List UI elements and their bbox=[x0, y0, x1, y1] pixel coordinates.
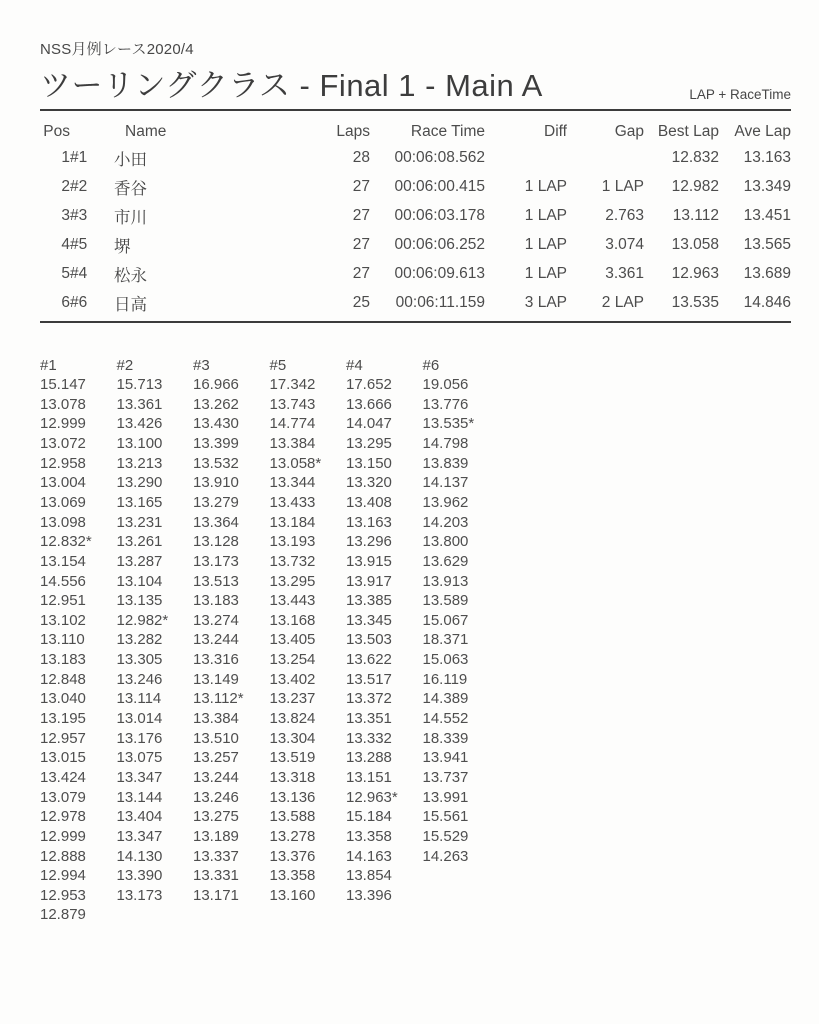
col-header-pos: Pos bbox=[43, 122, 70, 140]
lap-time-cell: 13.295 bbox=[346, 435, 392, 453]
lap-time-cell: 13.589 bbox=[422, 592, 469, 610]
results-cell-best-lap: 13.058 bbox=[671, 235, 719, 253]
results-cell-race-time: 00:06:03.178 bbox=[394, 206, 485, 224]
lap-time-cell: 13.213 bbox=[116, 454, 163, 472]
results-cell-gap: 3.361 bbox=[605, 264, 644, 282]
lap-time-cell: 13.288 bbox=[346, 749, 392, 767]
results-cell-car: #4 bbox=[70, 264, 88, 282]
results-cell-gap: 1 LAP bbox=[601, 177, 644, 195]
lap-column bbox=[117, 356, 194, 926]
lap-time-cell: 13.344 bbox=[269, 474, 316, 492]
results-cell-pos: 4 bbox=[61, 235, 70, 253]
lap-time-cell: 13.275 bbox=[193, 808, 239, 826]
results-cell-gap: 3.074 bbox=[605, 235, 644, 253]
lap-column bbox=[270, 356, 347, 926]
results-cell-name: 小田 bbox=[114, 150, 147, 169]
results-cell-ave-lap: 14.846 bbox=[743, 293, 791, 311]
lap-time-cell: 13.351 bbox=[346, 710, 392, 728]
lap-column-header: #1 bbox=[40, 356, 57, 374]
results-cell-laps: 27 bbox=[352, 264, 370, 282]
results-cell-ave-lap: 13.349 bbox=[743, 177, 791, 195]
lap-time-cell: 13.385 bbox=[346, 592, 392, 610]
lap-time-cell: 13.426 bbox=[116, 415, 163, 433]
lap-time-cell: 13.532 bbox=[193, 454, 239, 472]
lap-time-cell: 13.069 bbox=[40, 493, 86, 511]
lap-time-cell: 15.713 bbox=[116, 376, 163, 394]
lap-time-cell: 13.358 bbox=[269, 867, 316, 885]
lap-time-cell: 13.404 bbox=[116, 808, 163, 826]
lap-time-cell: 13.384 bbox=[269, 435, 316, 453]
lap-time-cell: 13.402 bbox=[269, 670, 316, 688]
lap-time-cell: 13.176 bbox=[116, 729, 163, 747]
lap-time-cell: 13.193 bbox=[269, 533, 316, 551]
lap-time-cell: 13.776 bbox=[422, 395, 469, 413]
lap-time-cell: 13.384 bbox=[193, 710, 239, 728]
lap-time-cell: 12.978 bbox=[40, 808, 86, 826]
results-cell-laps: 28 bbox=[352, 148, 370, 166]
lap-time-cell: 13.295 bbox=[269, 572, 316, 590]
lap-time-cell: 13.430 bbox=[193, 415, 239, 433]
lap-time-cell: 13.622 bbox=[346, 651, 392, 669]
lap-time-cell: 18.339 bbox=[422, 729, 469, 747]
lap-time-cell: 13.364 bbox=[193, 513, 239, 531]
lap-time-cell: 13.737 bbox=[422, 768, 469, 786]
lap-time-cell: 12.832* bbox=[40, 533, 92, 551]
lap-time-cell: 13.171 bbox=[193, 886, 239, 904]
results-cell-best-lap: 12.963 bbox=[671, 264, 719, 282]
results-row bbox=[40, 172, 791, 201]
lap-time-cell: 18.371 bbox=[422, 631, 469, 649]
lap-time-cell: 13.917 bbox=[346, 572, 392, 590]
lap-time-cell: 13.144 bbox=[116, 788, 163, 806]
results-cell-name: 日高 bbox=[114, 295, 147, 314]
results-cell-race-time: 00:06:09.613 bbox=[394, 264, 485, 282]
lap-time-cell: 13.237 bbox=[269, 690, 316, 708]
lap-time-cell: 14.263 bbox=[422, 847, 469, 865]
lap-time-cell: 13.376 bbox=[269, 847, 316, 865]
lap-time-cell: 13.390 bbox=[116, 867, 163, 885]
lap-column-header: #6 bbox=[422, 356, 440, 374]
lap-time-cell: 13.149 bbox=[193, 670, 239, 688]
lap-time-cell: 13.399 bbox=[193, 435, 239, 453]
results-cell-ave-lap: 13.565 bbox=[743, 235, 791, 253]
lap-time-cell: 13.287 bbox=[116, 552, 163, 570]
lap-time-cell: 12.999 bbox=[40, 827, 86, 845]
results-cell-ave-lap: 13.451 bbox=[743, 206, 791, 224]
lap-time-cell: 13.666 bbox=[346, 395, 392, 413]
results-cell-gap: 2 LAP bbox=[601, 293, 644, 311]
lap-time-cell: 17.652 bbox=[346, 376, 392, 394]
results-cell-car: #2 bbox=[70, 177, 88, 195]
lap-time-cell: 13.160 bbox=[269, 886, 316, 904]
lap-time-cell: 13.332 bbox=[346, 729, 392, 747]
lap-time-cell: 14.389 bbox=[422, 690, 469, 708]
results-header-row bbox=[40, 120, 791, 143]
lap-time-cell: 13.331 bbox=[193, 867, 239, 885]
lap-time-cell: 13.629 bbox=[422, 552, 469, 570]
lap-time-cell: 14.130 bbox=[116, 847, 163, 865]
lap-time-cell: 12.888 bbox=[40, 847, 86, 865]
lap-time-cell: 13.941 bbox=[422, 749, 469, 767]
lap-time-cell: 13.345 bbox=[346, 611, 392, 629]
results-cell-car: #1 bbox=[70, 148, 88, 166]
results-cell-diff: 1 LAP bbox=[524, 235, 567, 253]
lap-time-cell: 13.189 bbox=[193, 827, 239, 845]
results-row bbox=[40, 259, 791, 288]
lap-time-cell: 13.244 bbox=[193, 631, 239, 649]
lap-time-cell: 13.854 bbox=[346, 867, 392, 885]
results-cell-race-time: 00:06:00.415 bbox=[394, 177, 485, 195]
lap-time-cell: 13.078 bbox=[40, 395, 86, 413]
lap-time-cell: 13.075 bbox=[116, 749, 163, 767]
col-header-diff: Diff bbox=[544, 122, 567, 140]
lap-time-cell: 12.848 bbox=[40, 670, 86, 688]
lap-time-cell: 13.114 bbox=[116, 690, 162, 708]
lap-time-cell: 13.915 bbox=[346, 552, 392, 570]
lap-time-cell: 13.405 bbox=[269, 631, 316, 649]
lap-time-cell: 17.342 bbox=[269, 376, 316, 394]
col-header-best-lap: Best Lap bbox=[657, 122, 719, 140]
lap-time-cell: 13.168 bbox=[269, 611, 316, 629]
lap-time-cell: 13.290 bbox=[116, 474, 163, 492]
lap-time-cell: 13.408 bbox=[346, 493, 392, 511]
lap-time-cell: 12.957 bbox=[40, 729, 86, 747]
col-header-laps: Laps bbox=[336, 122, 370, 140]
lap-time-cell: 13.014 bbox=[116, 710, 163, 728]
lap-time-cell: 13.261 bbox=[116, 533, 163, 551]
lap-time-cell: 13.015 bbox=[40, 749, 86, 767]
lap-time-cell: 13.262 bbox=[193, 395, 239, 413]
lap-time-cell: 13.519 bbox=[269, 749, 316, 767]
col-header-race-time: Race Time bbox=[410, 122, 485, 140]
lap-time-cell: 13.254 bbox=[269, 651, 316, 669]
event-subtitle: NSS月例レース2020/4 bbox=[40, 41, 194, 58]
results-cell-pos: 2 bbox=[61, 177, 70, 195]
lap-time-cell: 13.278 bbox=[269, 827, 316, 845]
lap-time-cell: 13.102 bbox=[40, 611, 86, 629]
lap-time-cell: 14.556 bbox=[40, 572, 86, 590]
results-cell-gap: 2.763 bbox=[605, 206, 644, 224]
lap-time-cell: 13.079 bbox=[40, 788, 86, 806]
results-cell-best-lap: 13.535 bbox=[671, 293, 719, 311]
lap-time-cell: 13.743 bbox=[269, 395, 316, 413]
lap-time-cell: 13.913 bbox=[422, 572, 469, 590]
results-row bbox=[40, 230, 791, 259]
results-cell-race-time: 00:06:11.159 bbox=[395, 293, 485, 311]
lap-time-cell: 13.004 bbox=[40, 474, 86, 492]
lap-time-cell: 13.358 bbox=[346, 827, 392, 845]
lap-time-cell: 13.183 bbox=[193, 592, 239, 610]
results-cell-pos: 3 bbox=[61, 206, 70, 224]
results-cell-car: #6 bbox=[70, 293, 88, 311]
lap-time-cell: 13.433 bbox=[269, 493, 316, 511]
lap-time-cell: 14.047 bbox=[346, 415, 392, 433]
lap-time-cell: 13.246 bbox=[116, 670, 163, 688]
lap-time-cell: 13.104 bbox=[116, 572, 163, 590]
lap-time-cell: 13.072 bbox=[40, 435, 86, 453]
lap-time-cell: 13.154 bbox=[40, 552, 86, 570]
results-cell-race-time: 00:06:08.562 bbox=[394, 148, 485, 166]
results-cell-laps: 27 bbox=[352, 235, 370, 253]
lap-time-cell: 19.056 bbox=[422, 376, 469, 394]
lap-time-cell: 14.552 bbox=[422, 710, 469, 728]
lap-time-cell: 13.372 bbox=[346, 690, 392, 708]
lap-time-cell: 13.535* bbox=[422, 415, 475, 433]
results-cell-car: #3 bbox=[70, 206, 88, 224]
lap-time-cell: 13.513 bbox=[193, 572, 239, 590]
lap-time-cell: 13.184 bbox=[269, 513, 316, 531]
lap-time-cell: 13.173 bbox=[116, 886, 163, 904]
lap-time-cell: 13.058* bbox=[269, 454, 322, 472]
lap-column bbox=[40, 356, 117, 926]
lap-time-cell: 13.136 bbox=[269, 788, 316, 806]
results-cell-diff: 3 LAP bbox=[524, 293, 567, 311]
lap-time-cell: 13.112* bbox=[193, 690, 244, 708]
lap-time-cell: 12.982* bbox=[116, 611, 169, 629]
results-cell-pos: 6 bbox=[61, 293, 70, 311]
lap-time-cell: 15.067 bbox=[422, 611, 469, 629]
results-cell-race-time: 00:06:06.252 bbox=[394, 235, 485, 253]
lap-time-cell: 13.098 bbox=[40, 513, 86, 531]
results-cell-name: 香谷 bbox=[114, 179, 147, 198]
lap-time-cell: 13.151 bbox=[346, 768, 392, 786]
lap-times-table bbox=[40, 356, 790, 926]
lap-time-cell: 13.165 bbox=[116, 493, 163, 511]
lap-time-cell: 13.396 bbox=[346, 886, 392, 904]
lap-time-cell: 13.347 bbox=[116, 768, 163, 786]
results-row bbox=[40, 201, 791, 230]
lap-time-cell: 13.361 bbox=[116, 395, 163, 413]
results-cell-laps: 27 bbox=[352, 206, 370, 224]
lap-time-cell: 12.994 bbox=[40, 867, 86, 885]
page-title: ツーリングクラス - Final 1 - Main A bbox=[40, 68, 543, 103]
lap-time-cell: 13.732 bbox=[269, 552, 316, 570]
lap-time-cell: 12.999 bbox=[40, 415, 86, 433]
lap-column bbox=[193, 356, 270, 926]
lap-column-header: #2 bbox=[116, 356, 134, 374]
results-cell-diff: 1 LAP bbox=[524, 264, 567, 282]
lap-time-cell: 14.137 bbox=[422, 474, 469, 492]
lap-column-header: #3 bbox=[193, 356, 210, 374]
results-cell-name: 松永 bbox=[114, 266, 147, 285]
results-cell-gap bbox=[567, 143, 644, 172]
lap-time-cell: 12.953 bbox=[40, 886, 86, 904]
col-header-ave-lap: Ave Lap bbox=[734, 122, 791, 140]
lap-time-cell: 13.128 bbox=[193, 533, 239, 551]
lap-time-cell: 13.246 bbox=[193, 788, 239, 806]
results-cell-pos: 1 bbox=[61, 148, 70, 166]
lap-time-cell: 13.282 bbox=[116, 631, 163, 649]
lap-column-header: #5 bbox=[269, 356, 287, 374]
results-cell-car: #5 bbox=[70, 235, 88, 253]
results-cell-pos: 5 bbox=[61, 264, 70, 282]
lap-time-cell: 13.443 bbox=[269, 592, 316, 610]
results-cell-name: 堺 bbox=[114, 237, 131, 256]
lap-time-cell: 13.991 bbox=[422, 788, 469, 806]
lap-time-cell: 14.163 bbox=[346, 847, 392, 865]
lap-time-cell: 15.529 bbox=[422, 827, 469, 845]
lap-time-cell: 12.958 bbox=[40, 454, 86, 472]
lap-column-header: #4 bbox=[346, 356, 363, 374]
lap-time-cell: 13.347 bbox=[116, 827, 163, 845]
lap-time-cell: 13.183 bbox=[40, 651, 86, 669]
lap-time-cell: 15.063 bbox=[422, 651, 469, 669]
results-table bbox=[40, 120, 791, 323]
results-cell-diff bbox=[485, 143, 567, 172]
lap-time-cell: 13.100 bbox=[116, 435, 163, 453]
lap-time-cell: 13.800 bbox=[422, 533, 469, 551]
results-cell-diff: 1 LAP bbox=[524, 177, 567, 195]
lap-time-cell: 16.119 bbox=[422, 670, 468, 688]
lap-time-cell: 14.774 bbox=[269, 415, 316, 433]
lap-time-cell: 12.963* bbox=[346, 788, 398, 806]
results-cell-ave-lap: 13.689 bbox=[743, 264, 791, 282]
lap-time-cell: 12.879 bbox=[40, 906, 86, 924]
lap-time-cell: 13.318 bbox=[269, 768, 316, 786]
lap-time-cell: 13.305 bbox=[116, 651, 163, 669]
lap-time-cell: 14.798 bbox=[422, 435, 469, 453]
lap-time-cell: 14.203 bbox=[422, 513, 469, 531]
lap-time-cell: 13.173 bbox=[193, 552, 239, 570]
lap-time-cell: 13.274 bbox=[193, 611, 239, 629]
lap-time-cell: 13.110 bbox=[40, 631, 85, 649]
lap-time-cell: 13.150 bbox=[346, 454, 392, 472]
lap-time-cell: 15.184 bbox=[346, 808, 392, 826]
results-cell-laps: 25 bbox=[352, 293, 370, 311]
lap-time-cell: 13.320 bbox=[346, 474, 392, 492]
lap-time-cell: 15.147 bbox=[40, 376, 86, 394]
lap-time-cell: 13.839 bbox=[422, 454, 469, 472]
col-header-car bbox=[70, 120, 114, 143]
lap-time-cell: 13.824 bbox=[269, 710, 316, 728]
lap-time-cell: 13.337 bbox=[193, 847, 239, 865]
lap-time-cell: 13.163 bbox=[346, 513, 392, 531]
lap-time-cell: 13.296 bbox=[346, 533, 392, 551]
col-header-gap: Gap bbox=[614, 122, 644, 140]
lap-time-cell: 13.517 bbox=[346, 670, 392, 688]
col-header-name: Name bbox=[125, 122, 167, 140]
lap-column bbox=[346, 356, 423, 926]
lap-time-cell: 13.424 bbox=[40, 768, 86, 786]
lap-time-cell: 13.279 bbox=[193, 493, 239, 511]
results-cell-name: 市川 bbox=[114, 208, 147, 227]
lap-time-cell: 13.304 bbox=[269, 729, 316, 747]
lap-time-cell: 13.244 bbox=[193, 768, 239, 786]
lap-time-cell: 13.195 bbox=[40, 710, 86, 728]
lap-time-cell: 16.966 bbox=[193, 376, 239, 394]
timing-mode-label: LAP + RaceTime bbox=[689, 87, 791, 102]
results-cell-best-lap: 13.112 bbox=[672, 206, 719, 224]
lap-time-cell: 13.910 bbox=[193, 474, 239, 492]
title-row bbox=[40, 60, 791, 111]
lap-time-cell: 13.316 bbox=[193, 651, 239, 669]
lap-time-cell: 12.951 bbox=[40, 592, 86, 610]
lap-time-cell: 13.231 bbox=[116, 513, 163, 531]
lap-time-cell: 13.040 bbox=[40, 690, 86, 708]
lap-time-cell: 13.135 bbox=[116, 592, 163, 610]
lap-time-cell: 15.561 bbox=[422, 808, 469, 826]
lap-time-cell: 13.503 bbox=[346, 631, 392, 649]
lap-time-cell: 13.510 bbox=[193, 729, 239, 747]
results-cell-best-lap: 12.832 bbox=[671, 148, 719, 166]
lap-time-cell: 13.257 bbox=[193, 749, 239, 767]
results-cell-best-lap: 12.982 bbox=[671, 177, 719, 195]
lap-time-cell: 13.962 bbox=[422, 493, 469, 511]
results-row bbox=[40, 288, 791, 322]
results-cell-ave-lap: 13.163 bbox=[743, 148, 791, 166]
lap-time-cell: 13.588 bbox=[269, 808, 316, 826]
results-cell-diff: 1 LAP bbox=[524, 206, 567, 224]
lap-column bbox=[423, 356, 500, 926]
results-cell-laps: 27 bbox=[352, 177, 370, 195]
results-row bbox=[40, 143, 791, 172]
